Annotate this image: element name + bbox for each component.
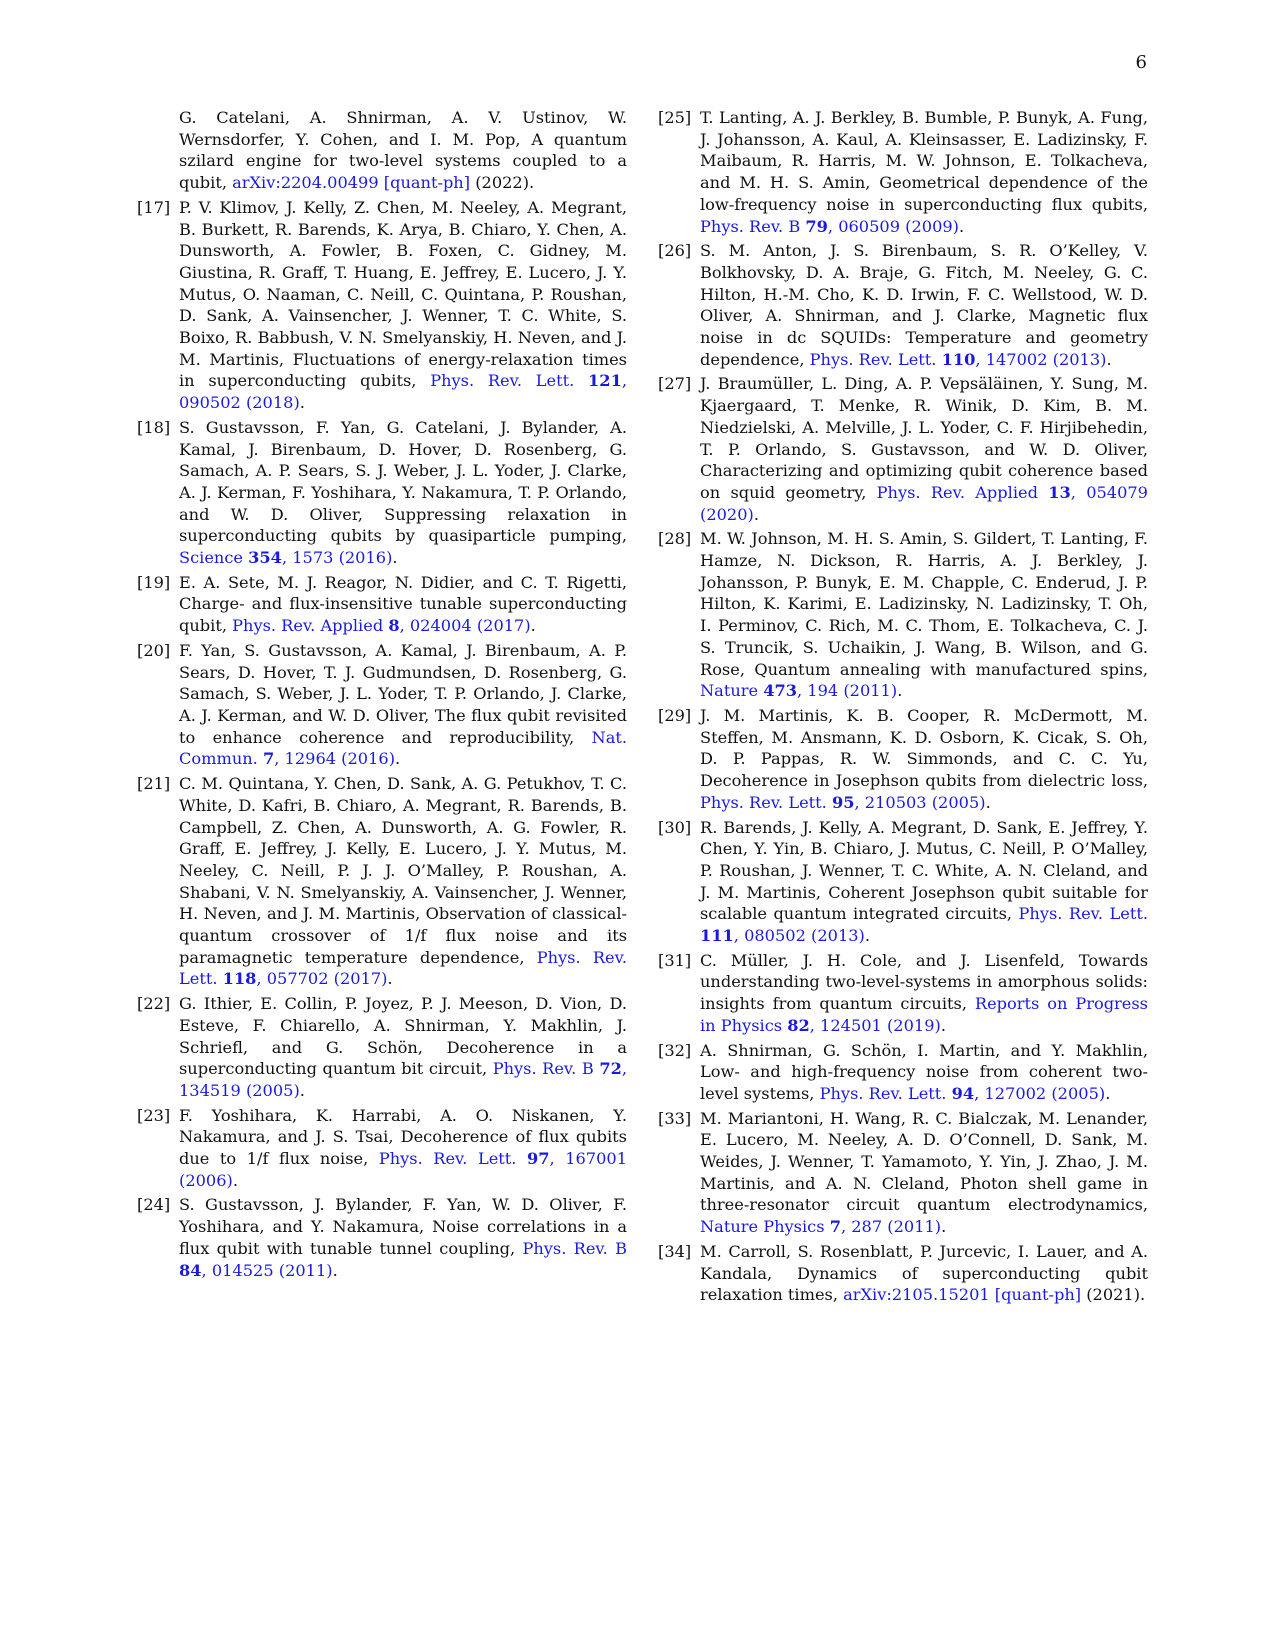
reference-entry <box>658 705 1148 814</box>
journal-pages-year: , 024004 (2017) <box>399 616 531 636</box>
journal-volume: 8 <box>388 616 400 636</box>
journal-volume: 94 <box>951 1083 975 1103</box>
journal-pages-year: , 287 (2011) <box>840 1217 942 1237</box>
reference-link[interactable] <box>179 548 392 567</box>
reference-tail: . <box>985 792 991 812</box>
journal-name: Nature Physics <box>700 1217 830 1237</box>
reference-number: [30] <box>658 817 692 837</box>
journal-pages-year: , 080502 (2013) <box>733 926 865 946</box>
reference-entry <box>658 817 1148 947</box>
journal-pages-year: , 1573 (2016) <box>281 548 393 568</box>
reference-number: [24] <box>137 1195 171 1215</box>
reference-tail: (2022). <box>470 173 535 193</box>
journal-name: Phys. Rev. Lett. <box>378 1149 527 1169</box>
reference-number: [28] <box>658 529 692 549</box>
reference-tail: . <box>897 681 903 701</box>
reference-text: J. Braumüller, L. Ding, A. P. Vepsäläinen, Y. Sung, M. Kjaergaard, T. Menke, R. Winik, D. Kim, B. M. Niedzielski, A. Melville, J. L. Yoder, C. F. Hirjibehedin, T. P. Orlando, S. Gustavsson, and W. D. Oliver, Characterizing and optimizing qubit coherence based on squid geometry, <box>700 374 1148 502</box>
journal-name: Phys. Rev. Lett. <box>179 947 628 989</box>
reference-number: [29] <box>658 705 692 725</box>
journal-name: Reports on Progress in Physics <box>700 994 1148 1035</box>
journal-pages-year: , 167001 (2006) <box>179 1149 627 1190</box>
journal-name: Phys. Rev. Lett. <box>430 371 589 391</box>
journal-name: Phys. Rev. Lett. <box>1018 904 1148 924</box>
reference-text: P. V. Klimov, J. Kelly, Z. Chen, M. Neeley, A. Megrant, B. Burkett, R. Barends, K. Arya, B. Chiaro, Y. Chen, A. Dunsworth, A. Fowler, B. Foxen, C. Gidney, M. Giustina, R. Graff, T. Huang, E. Jeffrey, E. Lucero, J. Y. Mutus, O. Naaman, C. Neill, C. Quintana, P. Roushan, D. Sank, A. Vainsencher, J. Wenner, T. C. White, S. Boixo, R. Babbush, V. N. Smelyanskiy, H. Neven, and J. M. Martinis, Fluctuations of energy-relaxation times in superconducting qubits, <box>179 197 627 391</box>
reference-link[interactable] <box>810 350 1107 369</box>
reference-tail: . <box>864 926 871 946</box>
journal-name: Phys. Rev. Applied <box>876 482 1049 502</box>
reference-entry <box>137 197 627 414</box>
reference-entry <box>658 950 1148 1037</box>
reference-entry <box>137 993 627 1102</box>
reference-link[interactable] <box>700 793 986 812</box>
journal-name: Phys. Rev. B <box>522 1238 627 1258</box>
reference-entry <box>658 528 1148 702</box>
journal-name: Phys. Rev. Lett. <box>809 349 942 369</box>
reference-entry <box>137 1194 627 1281</box>
journal-pages-year: , 194 (2011) <box>797 681 898 701</box>
journal-volume: 7 <box>829 1217 841 1237</box>
reference-text: J. M. Martinis, K. B. Cooper, R. McDermott, M. Steffen, M. Ansmann, K. D. Osborn, K. Cicak, S. Oh, D. P. Pappas, R. W. Simmonds, and C. C. Yu, Decoherence in Josephson qubits from dielectric loss, <box>700 705 1148 791</box>
journal-pages-year: , 147002 (2013) <box>975 349 1107 369</box>
reference-link[interactable] <box>700 217 959 236</box>
reference-entry <box>137 417 627 569</box>
reference-text: S. Gustavsson, F. Yan, G. Catelani, J. Bylander, A. Kamal, J. Birenbaum, D. Hover, D. Rosenberg, G. Samach, A. P. Sears, S. J. Weber, J. L. Yoder, J. Clarke, A. J. Kerman, F. Yoshihara, Y. Nakamura, T. P. Orlando, and W. D. Oliver, Suppressing relaxation in superconducting qubits by quasiparticle pumping, <box>179 417 627 546</box>
reference-text: M. W. Johnson, M. H. S. Amin, S. Gildert, T. Lanting, F. Hamze, N. Dickson, R. Harris, A. J. Berkley, J. Johansson, P. Bunyk, E. M. Chapple, C. Enderud, J. P. Hilton, K. Karimi, E. Ladizinsky, N. Ladizinsky, T. Oh, I. Perminov, C. Rich, M. C. Thom, E. Tolkacheva, C. J. S. Truncik, S. Uchaikin, J. Wang, B. Wilson, and G. Rose, Quantum annealing with manufactured spins, <box>700 529 1148 679</box>
journal-name: Science <box>179 548 249 568</box>
reference-tail: . <box>387 969 393 989</box>
reference-number: [17] <box>137 197 171 217</box>
reference-text: F. Yoshihara, K. Harrabi, A. O. Niskanen, Y. Nakamura, and J. S. Tsai, Decoherence of flux qubits due to 1/f flux noise, <box>179 1105 627 1169</box>
reference-entry <box>658 373 1148 525</box>
journal-volume: 79 <box>805 216 828 236</box>
journal-volume: 354 <box>248 548 282 568</box>
journal-pages-year: , 057702 (2017) <box>256 969 388 989</box>
reference-text: E. A. Sete, M. J. Reagor, N. Didier, and C. T. Rigetti, Charge- and flux-insensitive tunable superconducting qubit, <box>179 572 627 636</box>
reference-tail: . <box>332 1260 338 1280</box>
journal-volume: 110 <box>941 349 976 369</box>
reference-tail: . <box>753 504 759 524</box>
journal-name: arXiv:2105.15201 [quant-ph] <box>843 1285 1082 1305</box>
reference-tail: . <box>392 548 398 568</box>
reference-link[interactable] <box>232 173 470 192</box>
references-right-column <box>658 107 1148 1309</box>
reference-entry <box>658 1241 1148 1306</box>
reference-number: [18] <box>137 417 171 437</box>
journal-name: Phys. Rev. Applied <box>232 616 389 636</box>
reference-text: T. Lanting, A. J. Berkley, B. Bumble, P. Bunyk, A. Fung, J. Johansson, A. Kaul, A. Kleinsasser, E. Ladizinsky, F. Maibaum, R. Harris, M. W. Johnson, E. Tolkacheva, and M. H. S. Amin, Geometrical dependence of the low-frequency noise in superconducting flux qubits, <box>700 108 1148 214</box>
reference-entry <box>137 640 627 770</box>
reference-text: C. Müller, J. H. Cole, and J. Lisenfeld, Towards understanding two-level-systems in amorphous solids: insights from quantum circuits, <box>700 950 1148 1014</box>
reference-text: M. Carroll, S. Rosenblatt, P. Jurcevic, I. Lauer, and A. Kandala, Dynamics of superconducting qubit relaxation times, <box>700 1241 1148 1305</box>
reference-entry <box>141 107 627 194</box>
journal-name: Nature <box>700 681 764 701</box>
reference-number: [31] <box>658 950 692 970</box>
reference-link[interactable] <box>820 1084 1106 1103</box>
journal-volume: 84 <box>179 1260 202 1280</box>
reference-entry <box>137 1105 627 1192</box>
reference-number: [21] <box>137 774 171 794</box>
reference-tail: . <box>1106 349 1112 369</box>
reference-number: [25] <box>658 108 692 127</box>
reference-entry <box>137 572 627 637</box>
journal-pages-year: , 054079 (2020) <box>700 482 1148 524</box>
reference-number: [20] <box>137 640 171 660</box>
reference-number: [22] <box>137 994 171 1014</box>
reference-tail: . <box>299 393 305 413</box>
journal-pages-year: , 210503 (2005) <box>854 792 986 812</box>
reference-tail: . <box>395 749 401 769</box>
reference-tail: . <box>232 1170 238 1190</box>
journal-pages-year: , 014525 (2011) <box>201 1260 333 1280</box>
journal-pages-year: , 134519 (2005) <box>179 1059 627 1100</box>
reference-entry <box>658 1108 1148 1238</box>
journal-volume: 7 <box>262 749 275 769</box>
journal-volume: 473 <box>763 681 798 701</box>
journal-volume: 72 <box>599 1059 622 1079</box>
reference-entry <box>137 773 628 990</box>
reference-tail: . <box>1105 1083 1111 1103</box>
reference-number: [27] <box>658 374 692 394</box>
reference-entry <box>658 107 1148 237</box>
journal-volume: 95 <box>831 792 855 812</box>
journal-name: Phys. Rev. Lett. <box>700 792 832 812</box>
reference-text: M. Mariantoni, H. Wang, R. C. Bialczak, M. Lenander, E. Lucero, M. Neeley, A. D. O’Connell, D. Sank, M. Weides, J. Wenner, T. Yamamoto, Y. Yin, J. Zhao, J. M. Martinis, and A. N. Cleland, Photon shell game in three-resonator circuit quantum electrodynamics, <box>700 1108 1148 1215</box>
reference-tail: . <box>530 616 536 636</box>
reference-entry <box>658 1040 1148 1105</box>
reference-number: [32] <box>658 1040 692 1060</box>
reference-tail: . <box>941 1217 947 1237</box>
reference-tail: . <box>958 216 965 236</box>
journal-name: Phys. Rev. B <box>700 216 806 236</box>
reference-number: [33] <box>658 1108 692 1128</box>
reference-number: [23] <box>137 1105 171 1125</box>
reference-text: R. Barends, J. Kelly, A. Megrant, D. Sank, E. Jeffrey, Y. Chen, Y. Yin, B. Chiaro, J. Mutus, C. Neill, P. O’Malley, P. Roushan, J. Wenner, T. C. White, A. N. Cleland, and J. M. Martinis, Coherent Josephson qubit suitable for scalable quantum integrated circuits, <box>700 817 1148 924</box>
journal-pages-year: , 12964 (2016) <box>274 749 396 769</box>
reference-text: C. M. Quintana, Y. Chen, D. Sank, A. G. Petukhov, T. C. White, D. Kafri, B. Chiaro, A. Megrant, R. Barends, B. Campbell, Z. Chen, A. Dunsworth, A. G. Fowler, R. Graff, E. Jeffrey, J. Kelly, E. Lucero, J. Y. Mutus, M. Neeley, C. Neill, P. J. J. O’Malley, P. Roushan, A. Shabani, V. N. Smelyanskiy, A. Vainsencher, J. Wenner, H. Neven, and J. M. Martinis, Observation of classical-quantum crossover of 1/f flux noise and its paramagnetic temperature dependence, <box>179 774 627 967</box>
reference-text: F. Yan, S. Gustavsson, A. Kamal, J. Birenbaum, A. P. Sears, D. Hover, T. J. Gudmundsen, D. Rosenberg, G. Samach, S. Weber, J. L. Yoder, T. P. Orlando, J. Clarke, A. J. Kerman, and W. D. Oliver, The flux qubit revisited to enhance coherence and reproducibility, <box>179 640 627 747</box>
journal-volume: 13 <box>1048 482 1071 502</box>
reference-text: G. Catelani, A. Shnirman, A. V. Ustinov, W. Wernsdorfer, Y. Cohen, and I. M. Pop, A quantum szilard engine for two-level systems coupled to a qubit, <box>179 108 627 193</box>
reference-number: [34] <box>658 1241 692 1261</box>
reference-link[interactable] <box>843 1285 1081 1304</box>
reference-text: S. M. Anton, J. S. Birenbaum, S. R. O’Kelley, V. Bolkhovsky, D. A. Braje, G. Fitch, M. Neeley, G. C. Hilton, H.-M. Cho, K. D. Irwin, F. C. Wellstood, W. D. Oliver, A. Shnirman, and J. Clarke, Magnetic flux noise in dc SQUIDs: Temperature and geometry dependence, <box>700 241 1148 369</box>
reference-tail: . <box>940 1015 946 1035</box>
journal-name: Phys. Rev. B <box>492 1059 600 1079</box>
journal-volume: 82 <box>787 1015 810 1035</box>
journal-pages-year: , 127002 (2005) <box>974 1083 1106 1103</box>
reference-link[interactable] <box>700 681 897 700</box>
reference-entry <box>658 240 1148 370</box>
reference-text: S. Gustavsson, J. Bylander, F. Yan, W. D. Oliver, F. Yoshihara, and Y. Nakamura, Noise correlations in a flux qubit with tunable tunnel coupling, <box>179 1195 627 1258</box>
journal-name: Nat. Commun. <box>179 727 627 769</box>
journal-volume: 118 <box>222 969 257 989</box>
journal-volume: 121 <box>588 371 622 391</box>
reference-number: [26] <box>658 241 692 261</box>
reference-link[interactable] <box>700 1217 941 1236</box>
journal-name: Phys. Rev. Lett. <box>819 1083 952 1103</box>
reference-tail: (2021). <box>1081 1285 1146 1305</box>
reference-text: G. Ithier, E. Collin, P. Joyez, P. J. Meeson, D. Vion, D. Esteve, F. Chiarello, A. Shnirman, Y. Makhlin, J. Schriefl, and G. Schön, Decoherence in a superconducting quantum bit circuit, <box>179 994 627 1079</box>
reference-link[interactable] <box>232 616 531 635</box>
journal-volume: 97 <box>526 1149 550 1169</box>
journal-pages-year: , 060509 (2009) <box>827 216 959 236</box>
journal-volume: 111 <box>700 926 734 946</box>
reference-number: [19] <box>137 572 171 592</box>
journal-pages-year: , 090502 (2018) <box>179 371 627 413</box>
journal-pages-year: , 124501 (2019) <box>809 1015 941 1035</box>
reference-tail: . <box>299 1080 305 1100</box>
reference-text: A. Shnirman, G. Schön, I. Martin, and Y. Makhlin, Low- and high-frequency noise from coherent two-level systems, <box>700 1040 1148 1103</box>
journal-name: arXiv:2204.00499 [quant-ph] <box>232 173 471 193</box>
references-left-column <box>137 107 628 1284</box>
page-number: 6 <box>1135 52 1147 73</box>
